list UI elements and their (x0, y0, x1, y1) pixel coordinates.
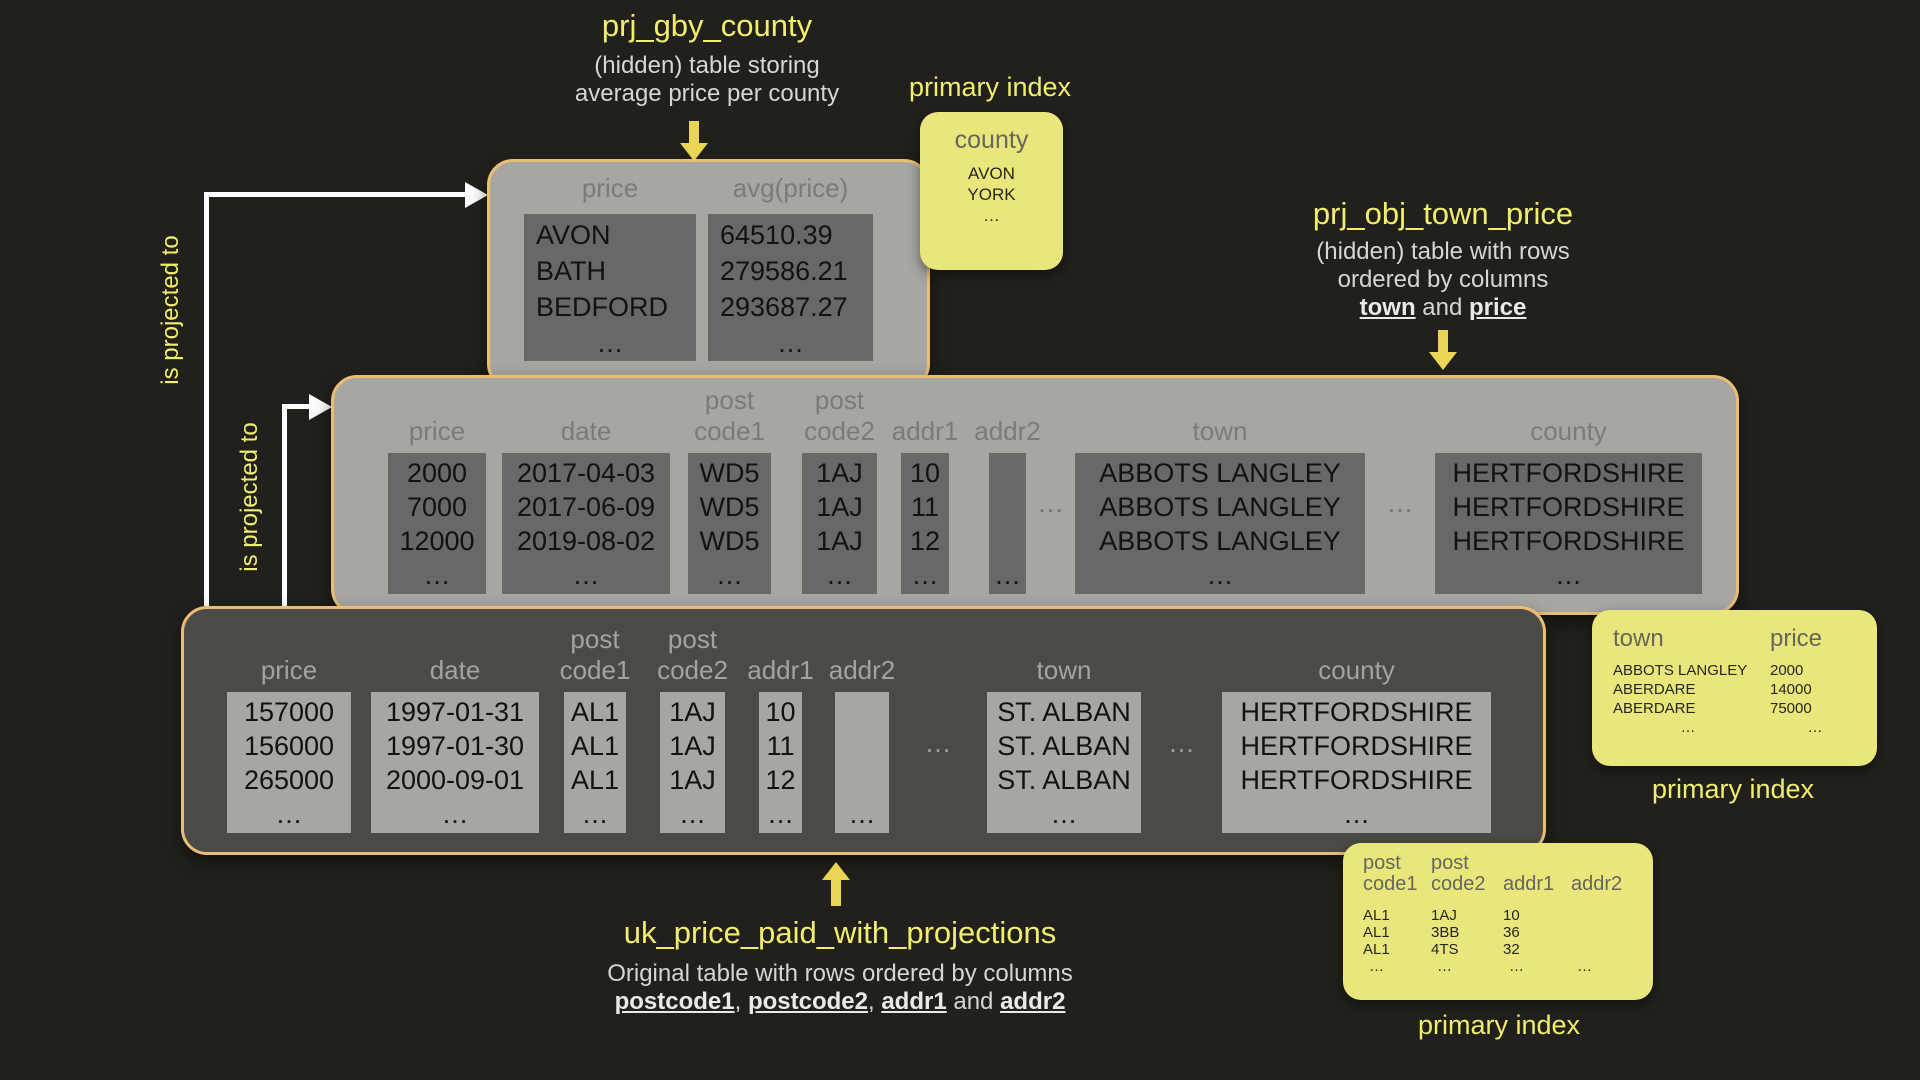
header-text: avg(price) (732, 173, 849, 203)
column-price (227, 631, 351, 833)
cell-value: AL1 (1363, 941, 1390, 958)
cell-value: … (679, 799, 706, 829)
cell-value: … (1343, 799, 1370, 829)
header-text: addr1 (891, 416, 959, 446)
hidden-columns-ellipsis: … (1037, 488, 1064, 518)
column-cells (388, 453, 486, 594)
header-text: code2 (657, 655, 728, 685)
cell-value: … (994, 560, 1021, 590)
bottom-table-arrow-up-icon (822, 862, 850, 880)
cell-value: 1AJ (816, 492, 863, 522)
cell-value: … (911, 560, 939, 590)
column-header (559, 624, 631, 686)
cell-value: ST. ALBAN (997, 765, 1131, 795)
column-cells (1435, 453, 1702, 594)
column-town (1075, 387, 1365, 594)
column-date (502, 387, 670, 594)
cell-value: … (826, 560, 853, 590)
column-avg-price (708, 172, 873, 361)
ordering-column: addr2 (1000, 988, 1066, 1015)
cell-value: 11 (910, 492, 940, 522)
cell-value: 12 (909, 526, 941, 556)
column-header (524, 172, 696, 204)
note-column-town (1613, 626, 1763, 737)
header-text: county (1530, 416, 1607, 446)
cell-value: WD5 (699, 492, 760, 522)
bottom-table-arrow-shaft (831, 880, 841, 906)
cell-value: … (581, 799, 609, 829)
column-cells (759, 692, 802, 833)
column-postcode1 (688, 387, 771, 594)
cell-value: AL1 (570, 765, 620, 795)
middle-table-arrow-down-icon (1429, 352, 1457, 370)
primary-index-label-town-price: primary index (1651, 774, 1815, 804)
cell-value: ABBOTS LANGLEY (1099, 526, 1341, 556)
column-header (371, 631, 539, 686)
column-header (828, 631, 896, 686)
table-prj-obj-town-price (331, 375, 1739, 615)
cell-value: AL1 (1363, 907, 1390, 924)
cell-value: … (423, 560, 451, 590)
column-town (987, 631, 1141, 833)
outer-edge-vertical-line (204, 192, 209, 606)
column-header (1435, 387, 1702, 447)
cell-value: 2000-09-01 (385, 765, 525, 795)
header-text: code1 (694, 416, 765, 446)
header-text: price (581, 173, 639, 203)
ordering-column: town (1359, 294, 1416, 321)
column-header (502, 387, 670, 447)
hidden-columns-ellipsis: … (1168, 728, 1195, 758)
cell-value: AL1 (1363, 924, 1390, 941)
cell-value: … (716, 560, 743, 590)
cell-value: AL1 (570, 697, 620, 727)
header-text: code1 (1363, 873, 1418, 895)
column-header (657, 624, 728, 686)
cell-value: 1AJ (816, 526, 863, 556)
ordering-column: postcode2 (747, 988, 868, 1015)
note-values (1613, 661, 1763, 737)
bottom-table-title: uk_price_paid_with_projections (623, 915, 1057, 950)
column-county (1435, 387, 1702, 594)
column-cells (989, 453, 1026, 594)
cell-value: 64510.39 (720, 220, 833, 250)
bottom-subtitle-line2 (490, 988, 1190, 1016)
column-header (1222, 631, 1491, 686)
column-header (987, 631, 1141, 686)
column-county (1222, 631, 1491, 833)
cell-value: 36 (1503, 924, 1520, 941)
note-values (1503, 907, 1559, 975)
cell-value: … (1509, 958, 1524, 975)
cell-value: 4TS (1431, 941, 1459, 958)
note-column-addr1 (1503, 853, 1559, 975)
cell-value: HERTFORDSHIRE (1240, 731, 1473, 761)
column-cells (660, 692, 725, 833)
cell-value: 1AJ (1431, 907, 1457, 924)
cell-value: 293687.27 (720, 292, 848, 322)
cell-value: … (1437, 958, 1452, 975)
column-addr2 (974, 387, 1041, 594)
cell-value: ABERDARE (1613, 700, 1696, 717)
column-header (688, 387, 771, 447)
cell-value: HERTFORDSHIRE (1452, 492, 1685, 522)
cell-value: 10 (765, 697, 796, 727)
cell-value (989, 524, 1026, 558)
cell-value: … (596, 328, 624, 358)
note-column-postcode2 (1431, 853, 1493, 975)
ordering-column: addr1 (881, 988, 947, 1015)
note-column-price (1770, 626, 1860, 737)
header-text: town (1192, 416, 1248, 446)
top-table-arrow-shaft (689, 121, 699, 144)
cell-value: 1AJ (816, 458, 863, 488)
header-text: addr1 (1503, 873, 1555, 895)
note-postcode-primary-index (1343, 843, 1653, 1000)
note-header (1571, 853, 1627, 895)
cell-value: HERTFORDSHIRE (1240, 697, 1473, 727)
separator-text: and (946, 988, 1001, 1015)
cell-value: … (1680, 719, 1696, 736)
header-text: code1 (559, 655, 631, 685)
header-text: town (1036, 655, 1092, 685)
cell-value: 279586.21 (720, 256, 848, 286)
outer-edge-label: is projected to (157, 235, 184, 385)
column-header (802, 387, 877, 447)
cell-value: … (1807, 719, 1823, 736)
hidden-columns-ellipsis: … (1386, 488, 1414, 518)
cell-value: ABBOTS LANGLEY (1613, 662, 1748, 679)
column-addr2 (828, 631, 896, 833)
column-cells (708, 214, 873, 361)
inner-edge-arrowhead-icon (309, 394, 332, 420)
cell-value: HERTFORDSHIRE (1240, 765, 1473, 795)
cell-value: AVON (536, 220, 611, 250)
cell-value (835, 763, 889, 797)
cell-value: 2017-06-09 (516, 492, 656, 522)
cell-value: 32 (1503, 941, 1520, 958)
column-header (708, 172, 873, 204)
cell-value: ABBOTS LANGLEY (1099, 492, 1341, 522)
cell-value: HERTFORDSHIRE (1452, 458, 1685, 488)
cell-value: … (1206, 560, 1234, 590)
cell-value: 11 (766, 731, 795, 761)
cell-value (835, 695, 889, 729)
note-values (920, 163, 1063, 226)
note-header: price (1770, 625, 1823, 652)
cell-value: 75000 (1770, 700, 1812, 717)
column-cells (987, 692, 1141, 833)
middle-table-title: prj_obj_town_price (1312, 196, 1574, 231)
joiner-text: and (1415, 294, 1469, 321)
cell-value (989, 456, 1026, 490)
note-values (1770, 661, 1860, 737)
note-values (1571, 907, 1627, 975)
column-cells (227, 692, 351, 833)
ordering-column: price (1469, 294, 1527, 321)
column-header (974, 387, 1041, 447)
column-postcode2 (657, 624, 728, 833)
cell-value: 2000 (1770, 662, 1804, 679)
inner-edge-vertical-line (282, 404, 287, 606)
column-header (227, 631, 351, 686)
cell-value: … (1577, 958, 1592, 975)
cell-value: AVON (968, 164, 1015, 183)
header-text: addr2 (1571, 873, 1623, 895)
header-text: post (1363, 852, 1401, 874)
top-table-title: prj_gby_county (601, 8, 813, 43)
inner-edge-label: is projected to (236, 422, 263, 572)
header-text: addr1 (747, 655, 814, 685)
note-header: town (1613, 625, 1664, 652)
cell-value: 2000 (406, 458, 468, 488)
cell-value: 156000 (243, 731, 335, 761)
header-text: addr2 (828, 655, 896, 685)
cell-value: WD5 (699, 526, 760, 556)
cell-value: … (777, 328, 804, 358)
header-text: code2 (1431, 873, 1486, 895)
header-text: code2 (804, 416, 875, 446)
column-price (388, 387, 486, 594)
header-text: post (570, 624, 620, 654)
bottom-subtitle-line1: Original table with rows ordered by columns (607, 960, 1073, 987)
column-header (891, 387, 959, 447)
note-header: county (954, 126, 1029, 154)
cell-value (835, 729, 889, 763)
cell-value: 7000 (406, 492, 468, 522)
cell-value: … (983, 206, 1000, 225)
cell-value: 1997-01-30 (385, 731, 525, 761)
cell-value: 3BB (1431, 924, 1460, 941)
cell-value: 10 (1503, 907, 1520, 924)
note-column-addr2 (1571, 853, 1627, 975)
column-header (1075, 387, 1365, 447)
top-table-arrow-down-icon (680, 143, 708, 161)
cell-value: … (441, 799, 469, 829)
column-cells (1222, 692, 1491, 833)
note-values (1363, 907, 1425, 975)
cell-value: 2019-08-02 (516, 526, 656, 556)
cell-value: 1AJ (669, 765, 716, 795)
cell-value: YORK (967, 185, 1016, 204)
outer-edge-arrowhead-icon (465, 182, 488, 208)
middle-subtitle-line3 (1243, 294, 1643, 322)
header-text: price (408, 416, 466, 446)
column-postcode1 (559, 624, 631, 833)
cell-value: ABERDARE (1613, 681, 1696, 698)
cell-value: AL1 (570, 731, 620, 761)
separator-text: , (734, 988, 748, 1015)
table-uk-price-paid-with-projections (181, 606, 1546, 855)
cell-value: 157000 (243, 697, 335, 727)
cell-value: WD5 (699, 458, 760, 488)
header-text: addr2 (974, 416, 1041, 446)
hidden-columns-ellipsis: … (924, 728, 952, 758)
cell-value: HERTFORDSHIRE (1452, 526, 1685, 556)
cell-value: 12 (765, 765, 796, 795)
cell-value: … (767, 799, 794, 829)
cell-value: 2017-04-03 (516, 458, 656, 488)
top-subtitle-line1: (hidden) table storing (594, 52, 820, 79)
cell-value: 10 (909, 458, 941, 488)
cell-value (1571, 924, 1627, 941)
middle-subtitle-line2: ordered by columns (1337, 266, 1549, 293)
middle-table-subtitle (1243, 238, 1643, 322)
top-table-subtitle (507, 52, 907, 108)
header-text: date (560, 416, 612, 446)
cell-value: BATH (536, 256, 607, 286)
cell-value: … (572, 560, 600, 590)
inner-edge-horizontal-line (282, 404, 310, 409)
middle-table-arrow-shaft (1438, 330, 1448, 353)
column-header (388, 387, 486, 447)
column-cells (524, 214, 696, 361)
cell-value: ST. ALBAN (997, 697, 1131, 727)
column-cells (901, 453, 949, 594)
header-text: date (429, 655, 481, 685)
cell-value: 1997-01-31 (385, 697, 525, 727)
column-cells (371, 692, 539, 833)
ordering-column: postcode1 (614, 988, 735, 1015)
note-town-price-primary-index (1592, 610, 1877, 766)
header-text: post (667, 624, 718, 654)
primary-index-label-county: primary index (908, 72, 1072, 102)
column-header (747, 631, 814, 686)
note-header (1363, 853, 1425, 895)
primary-index-label-postcode: primary index (1417, 1010, 1581, 1040)
column-addr1 (891, 387, 959, 594)
column-cells (1075, 453, 1365, 594)
table-prj-gby-county (487, 159, 930, 390)
cell-value (1571, 907, 1627, 924)
outer-edge-horizontal-line (204, 192, 465, 197)
note-county-primary-index (920, 112, 1063, 270)
cell-value: BEDFORD (536, 292, 669, 322)
middle-subtitle-line1: (hidden) table with rows (1316, 238, 1570, 265)
cell-value: 12000 (399, 526, 475, 556)
column-cells (835, 692, 889, 833)
separator-text: , (867, 988, 882, 1015)
cell-value: … (1555, 560, 1582, 590)
cell-value: 14000 (1770, 681, 1812, 698)
note-header (1431, 853, 1493, 895)
column-cells (502, 453, 670, 594)
cell-value: … (848, 799, 876, 829)
cell-value: … (1369, 958, 1384, 975)
note-header (1503, 853, 1559, 895)
note-values (1431, 907, 1493, 975)
cell-value: ST. ALBAN (997, 731, 1131, 761)
column-cells (802, 453, 877, 594)
cell-value: … (275, 799, 303, 829)
header-text: county (1318, 655, 1395, 685)
header-text: post (814, 385, 865, 415)
header-text: price (260, 655, 318, 685)
column-county-names (524, 172, 696, 361)
cell-value: 1AJ (669, 697, 716, 727)
top-subtitle-line2: average price per county (574, 80, 840, 107)
column-cells (688, 453, 771, 594)
cell-value (989, 490, 1026, 524)
note-column-postcode1 (1363, 853, 1425, 975)
cell-value: 1AJ (669, 731, 716, 761)
column-date (371, 631, 539, 833)
cell-value: ABBOTS LANGLEY (1099, 458, 1341, 488)
header-text: post (1431, 852, 1469, 874)
header-text: post (704, 385, 755, 415)
cell-value: … (1050, 799, 1078, 829)
column-postcode2 (802, 387, 877, 594)
column-cells (564, 692, 626, 833)
bottom-table-subtitle (490, 960, 1190, 1016)
cell-value (1571, 941, 1627, 958)
column-addr1 (747, 631, 814, 833)
cell-value: 265000 (243, 765, 335, 795)
